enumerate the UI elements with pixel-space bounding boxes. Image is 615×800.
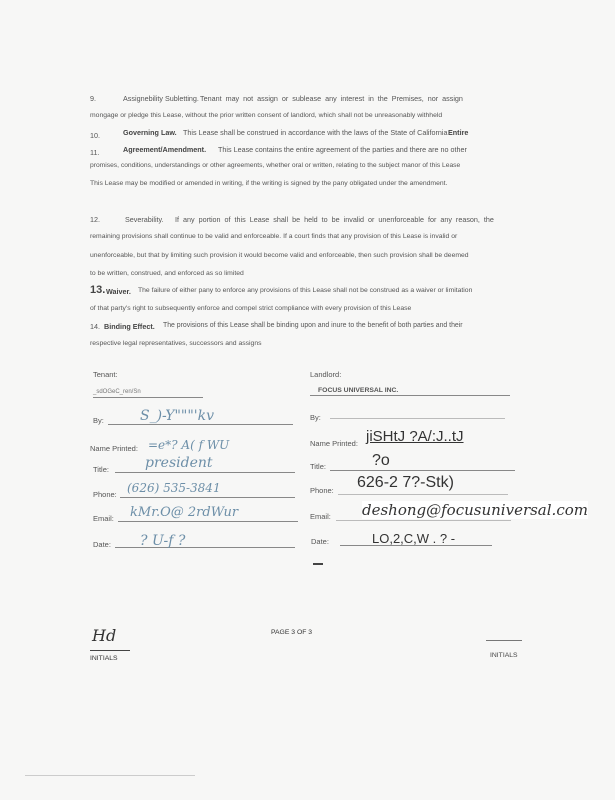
clause-11-text: This Lease contains the entire agreement of the parties and there are no other — [218, 145, 467, 154]
clause-9-text: Tenant may not assign or sublease any interest in the Premises, nor assign — [200, 94, 463, 103]
clause-9-text: mongage or pledge this Lease, without the prior written consent of landlord, which shall not be unreasonably withheld — [90, 112, 443, 119]
landlord-name-label: Name Printed: — [310, 439, 358, 448]
clause-13-number: 13. — [90, 284, 106, 296]
clause-12-number: 12. — [90, 215, 100, 224]
landlord-company: FOCUS UNIVERSAL INC. — [318, 387, 399, 394]
landlord-phone-value: 626-2 7?-Stk) — [357, 474, 454, 491]
landlord-email-label: Email: — [310, 512, 331, 521]
tenant-email-label: Email: — [93, 514, 114, 523]
clause-10-text: This Lease shall be construed in accordance with the laws of the State of California — [183, 128, 448, 137]
initials-mark: Hd — [92, 626, 117, 645]
landlord-title-label: Title: — [310, 462, 326, 471]
clause-12-title: Severability. — [125, 215, 164, 224]
tenant-title-value: president — [145, 455, 213, 471]
clause-11-lead: Entire — [448, 128, 469, 137]
clause-14-text: respective legal representatives, successors and assigns — [90, 340, 262, 347]
clause-12-text: If any portion of this Lease shall be held to be invalid or unenforceable for any reason, the — [175, 215, 494, 224]
clause-12-text: remaining provisions shall continue to be valid and enforceable. If a court finds that any provision of this Lease is invalid or — [90, 233, 458, 240]
clause-12-text: to be written, construed, and enforced as so limited — [90, 270, 244, 277]
tenant-by-label: By: — [93, 416, 104, 425]
landlord-name-value: jiSHtJ ?A/:J..tJ — [366, 428, 464, 445]
landlord-by-label: By: — [310, 413, 321, 422]
clause-11-number: 11. — [90, 148, 100, 157]
landlord-date-label: Date: — [311, 537, 329, 546]
clause-10-title: Governing Law. — [123, 128, 177, 137]
clause-13-title: Waiver. — [106, 287, 131, 296]
mark — [313, 563, 323, 565]
clause-14-number: 14. — [90, 322, 100, 331]
initials-left-label: INITIALS — [90, 655, 118, 662]
clause-13-text: of that party's right to subsequently enforce and compel strict compliance with every provision of this Lease — [90, 305, 412, 312]
clause-9-title: Assignebility Subletting. — [123, 94, 199, 103]
landlord-heading: Landlord: — [310, 370, 342, 379]
tenant-name-value: =e*? A( f WU — [148, 438, 230, 452]
tenant-heading: Tenant: — [93, 370, 118, 379]
tenant-signature: S_)-Y"""'kv — [140, 408, 215, 424]
tenant-title-label: Title: — [93, 465, 109, 474]
clause-10-number: 10. — [90, 131, 100, 140]
clause-14-title: Binding Effect. — [104, 322, 155, 331]
clause-14-text: The provisions of this Lease shall be binding upon and inure to the benefit of both parties and their — [163, 322, 463, 329]
landlord-date-value: LO,2,C,W . ? - — [372, 531, 456, 546]
tenant-company: _sdOGeC_ren/Sn — [93, 389, 141, 395]
clause-12-text: unenforceable, but that by limiting such provision it would become valid and enforceable, then such provision shall be deemed — [90, 252, 469, 259]
tenant-phone-label: Phone: — [93, 490, 117, 499]
landlord-phone-label: Phone: — [310, 486, 334, 495]
tenant-email-value: kMr.O@ 2rdWur — [130, 505, 239, 520]
tenant-date-label: Date: — [93, 540, 111, 549]
clause-11-title: Agreement/Amendment. — [123, 145, 207, 154]
landlord-title-value: ?o — [372, 452, 390, 469]
clause-11-text: This Lease may be modified or amended in writing, if the writing is signed by the pany obligated under the amendment. — [90, 180, 448, 187]
tenant-name-label: Name Printed: — [90, 444, 138, 453]
clause-13-text: The failure of either pany to enforce any provisions of this Lease shall not be construed as a waiver or limitation — [138, 287, 473, 294]
initials-right-label: INITIALS — [490, 652, 518, 659]
tenant-phone-value: (626) 535-3841 — [127, 481, 221, 495]
clause-11-text: promises, conditions, understandings or other agreements, whether oral or written, relating to the subject manor of this Lease — [90, 162, 461, 169]
tenant-date-value: ? U-f ? — [140, 533, 186, 549]
page-number: PAGE 3 OF 3 — [271, 629, 313, 636]
landlord-email-value: deshong@focusuniversal.com — [362, 501, 588, 519]
clause-9-number: 9. — [90, 94, 96, 103]
